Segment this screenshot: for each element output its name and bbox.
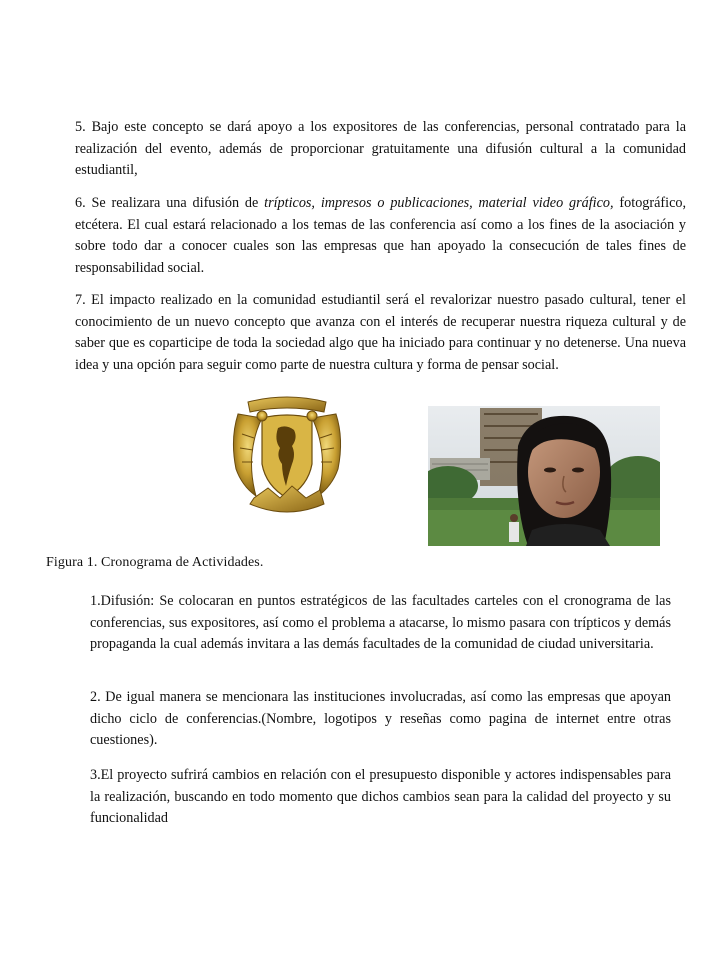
paragraph-5: 5. Bajo este concepto se dará apoyo a los expositores de las conferencias, personal contratado para la realización del evento, además de proporcionar gratuitamente una difusión cultural a la comunidad estudiantil,: [75, 119, 686, 179]
student-photo: [428, 406, 660, 546]
paragraph-6-end: fotográfico, etcétera. El cual estará relacionado a los temas de las conferencia así como a los fines de la asociación y sobre todo dar a conocer cuales son las empresas que han apoyado la consecución de tales fines de responsabilidad social.: [75, 195, 687, 276]
paragraph-6-italic: trípticos, impresos o publicaciones, material video gráfico,: [264, 195, 614, 211]
figure-caption-text: Figura 1. Cronograma de Actividades.: [46, 555, 264, 570]
paragraph-7: 7. El impacto realizado en la comunidad estudiantil será el revalorizar nuestro pasado cultural, tener el conocimiento de un nuevo concepto que avanza con el interés de recuperar nuestra riqueza cultural y de saber que es coparticipe de toda la sociedad algo que ha iniciado para continuar y no detenerse. Una nueva idea y una opción para seguir como parte de nuestra cultura y forma de pensar social.: [75, 292, 686, 373]
figure-caption: [46, 555, 263, 571]
subitem-1: 1.Difusión: Se colocaran en puntos estratégicos de las facultades carteles con el cronograma de las conferencias, sus expositores, así como el problema a atacarse, lo mismo pasara con trípticos y demás propaganda la cual además invitara a las demás facultades de la comunidad de ciudad universitaria.: [90, 593, 671, 653]
unam-seal-icon: [228, 394, 346, 520]
subitem-3: 3.El proyecto sufrirá cambios en relación con el presupuesto disponible y actores indispensables para la realización, buscando en todo momento que dichos cambios sean para la calidad del proyecto y su funcionalidad: [90, 767, 671, 827]
subitem-2: 2. De igual manera se mencionara las instituciones involucradas, así como las empresas que apoyan dicho ciclo de conferencias.(Nombre, logotipos y reseñas como pagina de internet entre otras cuestiones).: [90, 689, 671, 749]
paragraph-6-start: 6. Se realizara una difusión de: [75, 195, 265, 211]
paragraph-6: [75, 193, 686, 279]
